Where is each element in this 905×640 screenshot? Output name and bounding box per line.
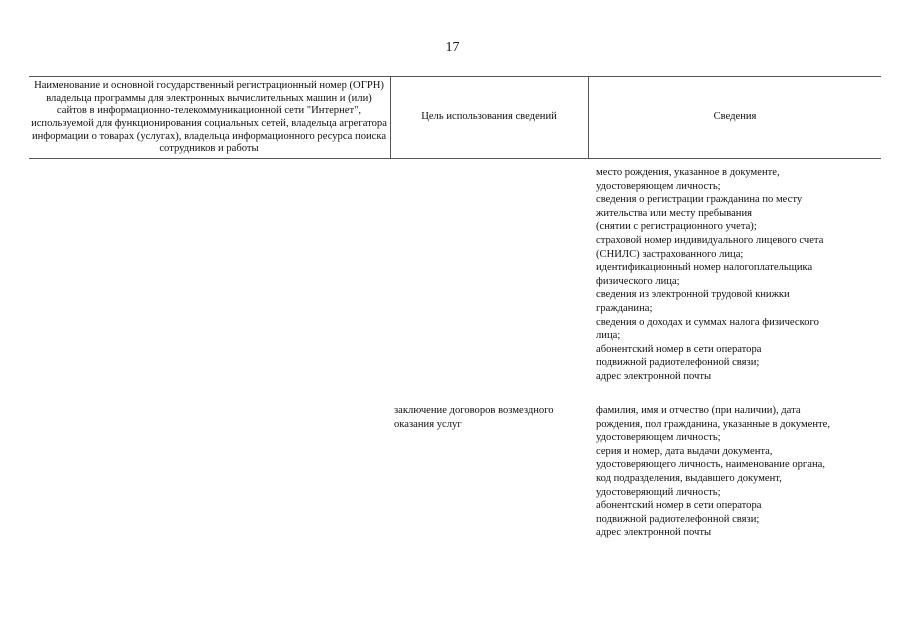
page-number: 17 xyxy=(445,40,460,55)
row-2-info-cell xyxy=(596,404,830,540)
row-1-info-line: гражданина; xyxy=(596,302,653,314)
row-1-info-line: сведения о регистрации гражданина по месту xyxy=(596,194,803,206)
row-1-info-line: удостоверяющем личность; xyxy=(596,180,721,192)
table-header-bottom-border xyxy=(29,158,881,159)
row-1-info-line: абонентский номер в сети оператора xyxy=(596,343,762,355)
header-purpose-cell xyxy=(391,76,587,158)
header-info-cell xyxy=(589,76,881,158)
row-1-info-line: адрес электронной почты xyxy=(596,370,712,382)
row-2-info-line: адрес электронной почты xyxy=(596,527,712,539)
row-2-info-line: абонентский номер в сети оператора xyxy=(596,500,762,512)
row-2-info-line: код подразделения, выдавшего документ, xyxy=(596,472,782,484)
header-owner-text: Наименование и основной государственный регистрационный номер (ОГРН) владельца программы для электронных вычислительных машин и (или) сайтов в информационно-телекоммуникационной сети "Интернет", используемой для функционирования социальных сетей, владельца агрегатора информации о товарах (услугах), владельца информационного ресурса поиска сотрудников и работы xyxy=(31,80,387,155)
row-1-info-line: подвижной радиотелефонной связи; xyxy=(596,357,760,369)
row-1-info-cell xyxy=(596,166,823,384)
row-2-purpose-line: оказания услуг xyxy=(394,418,462,430)
header-info-text: Сведения xyxy=(713,110,757,122)
header-purpose-text: Цель использования сведений xyxy=(421,110,557,122)
row-1-info-line: место рождения, указанное в документе, xyxy=(596,167,780,178)
row-2-info-line: серия и номер, дата выдачи документа, xyxy=(596,445,773,457)
row-2-purpose-line: заключение договоров возмездного xyxy=(394,405,554,416)
row-2-info-line: рождения, пол гражданина, указанные в документе, xyxy=(596,418,830,430)
row-1-info-line: сведения о доходах и суммах налога физического xyxy=(596,316,819,328)
row-1-info-line: страховой номер индивидуального лицевого счета xyxy=(596,234,824,246)
header-owner-cell xyxy=(30,78,388,158)
row-1-info-line: физического лица; xyxy=(596,275,680,287)
row-1-info-line: жительства или месту пребывания xyxy=(596,207,753,219)
row-2-info-line: подвижной радиотелефонной связи; xyxy=(596,513,760,525)
row-1-info-line: (снятии с регистрационного учета); xyxy=(596,221,757,233)
row-1-info-line: (СНИЛС) застрахованного лица; xyxy=(596,248,744,260)
row-1-info-line: идентификационный номер налогоплательщика xyxy=(596,262,813,274)
row-2-purpose-cell xyxy=(394,404,554,431)
row-2-info-line: удостоверяющий личность; xyxy=(596,486,721,498)
row-2-info-line: фамилия, имя и отчество (при наличии), дата xyxy=(596,405,801,416)
row-1-info-line: сведения из электронной трудовой книжки xyxy=(596,289,790,301)
row-2-info-line: удостоверяющего личность, наименование органа, xyxy=(596,459,825,471)
row-1-info-line: лица; xyxy=(596,330,621,342)
row-2-info-line: удостоверяющем личность; xyxy=(596,432,721,444)
